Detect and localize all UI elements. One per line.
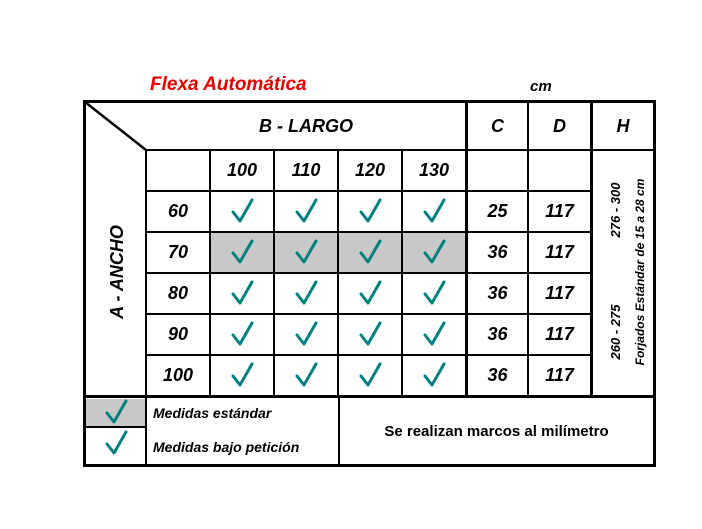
check-icon (358, 280, 382, 306)
c-value: 36 (487, 283, 508, 303)
h-range-lower: 260 - 275 (607, 304, 623, 360)
check-icon (294, 198, 318, 224)
ancho-value: 60 (167, 201, 189, 221)
legend-standard-label: Medidas estándar (153, 405, 272, 421)
ancho-value: 100 (162, 365, 194, 385)
check-icon (230, 362, 254, 388)
legend-standard-check-icon (104, 399, 128, 425)
d-value: 117 (545, 365, 574, 385)
check-icon (422, 280, 446, 306)
largo-value: 120 (354, 160, 386, 180)
largo-value: 130 (418, 160, 450, 180)
check-icon (294, 280, 318, 306)
d-value: 117 (545, 201, 574, 221)
d-value: 117 (545, 283, 574, 303)
check-icon (230, 239, 254, 265)
check-icon (358, 321, 382, 347)
check-icon (422, 362, 446, 388)
check-icon (294, 321, 318, 347)
check-icon (422, 198, 446, 224)
page-title: Flexa Automática (150, 74, 307, 95)
check-icon (230, 198, 254, 224)
h-note: Forjados Estándar de 15 a 28 cm (633, 178, 647, 366)
check-icon (358, 198, 382, 224)
check-icon (230, 321, 254, 347)
legend-request-label: Medidas bajo petición (153, 439, 300, 455)
c-value: 36 (487, 365, 508, 385)
check-icon (358, 362, 382, 388)
row-group-label: A - ANCHO (106, 225, 127, 319)
check-icon (422, 321, 446, 347)
col-h-header: H (616, 115, 630, 136)
col-d-header: D (553, 115, 566, 136)
c-value: 25 (487, 201, 508, 221)
largo-value: 100 (226, 160, 258, 180)
ancho-value: 70 (167, 242, 189, 262)
check-icon (294, 362, 318, 388)
check-icon (230, 280, 254, 306)
c-value: 36 (487, 242, 508, 262)
d-value: 117 (545, 242, 574, 262)
c-value: 36 (487, 324, 508, 344)
check-icon (422, 239, 446, 265)
h-range-upper: 276 - 300 (607, 182, 623, 238)
largo-value: 110 (291, 160, 321, 180)
d-value: 117 (545, 324, 574, 344)
ancho-value: 80 (167, 283, 189, 303)
legend-note: Se realizan marcos al milímetro (384, 422, 609, 440)
col-c-header: C (491, 115, 504, 136)
unit-label: cm (530, 78, 552, 95)
check-icon (358, 239, 382, 265)
check-icon (294, 239, 318, 265)
col-group-label: B - LARGO (259, 115, 353, 136)
ancho-value: 90 (167, 324, 189, 344)
legend-request-check-icon (104, 430, 128, 456)
